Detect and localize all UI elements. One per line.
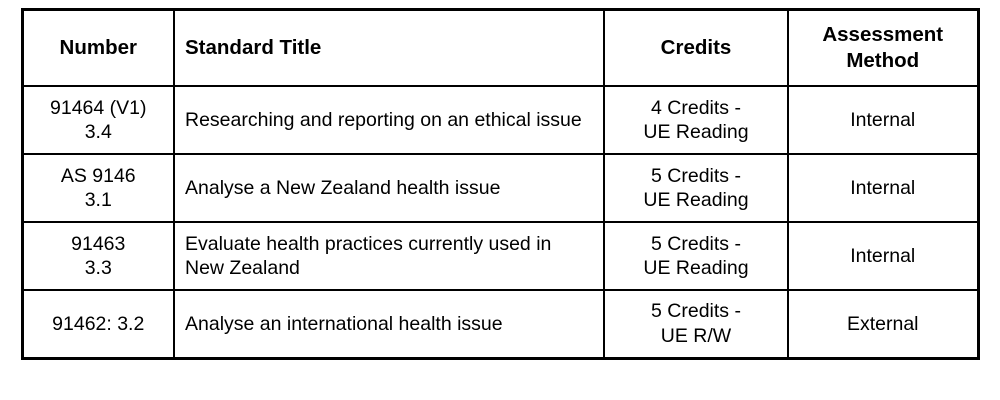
- cell-credits-line1: 5 Credits -: [651, 300, 741, 323]
- cell-number: [22, 154, 174, 222]
- cell-credits: [604, 222, 788, 290]
- cell-credits-line1: 5 Credits -: [651, 232, 741, 255]
- cell-credits-line2: UE R/W: [660, 325, 732, 348]
- table-header: [22, 10, 978, 87]
- cell-number-line1: 91463: [71, 232, 126, 255]
- table-row: [22, 86, 978, 154]
- column-header-assessment-method-line1: Assessment: [822, 23, 944, 46]
- cell-number-line1: 91464 (V1): [50, 96, 147, 119]
- column-header-assessment-method: [788, 10, 978, 87]
- cell-standard-title: Evaluate health practices currently used in New Zealand: [174, 222, 604, 290]
- cell-credits: [604, 86, 788, 154]
- cell-standard-title: Analyse an international health issue: [174, 290, 604, 358]
- cell-number-line2: 3.1: [84, 189, 112, 212]
- cell-standard-title: Researching and reporting on an ethical issue: [174, 86, 604, 154]
- column-header-assessment-method-line2: Method: [846, 49, 920, 73]
- cell-number: [22, 86, 174, 154]
- cell-credits: [604, 290, 788, 358]
- cell-credits-line1: 4 Credits -: [651, 96, 741, 119]
- table-row: [22, 154, 978, 222]
- cell-credits-line2: UE Reading: [643, 257, 749, 280]
- table-row: [22, 222, 978, 290]
- table-body: [22, 86, 978, 358]
- cell-assessment-method: Internal: [788, 154, 978, 222]
- table-row: [22, 290, 978, 358]
- cell-number-line1: 91462: 3.2: [52, 312, 145, 335]
- column-header-standard-title: Standard Title: [174, 10, 604, 87]
- cell-credits-line2: UE Reading: [643, 189, 749, 212]
- cell-assessment-method: Internal: [788, 222, 978, 290]
- cell-number-line2: 3.4: [84, 121, 112, 144]
- cell-number-line2: 3.3: [84, 257, 112, 280]
- cell-assessment-method: External: [788, 290, 978, 358]
- cell-credits-line1: 5 Credits -: [651, 164, 741, 187]
- cell-number: [22, 290, 174, 358]
- cell-standard-title: Analyse a New Zealand health issue: [174, 154, 604, 222]
- cell-assessment-method: Internal: [788, 86, 978, 154]
- column-header-credits: Credits: [604, 10, 788, 87]
- cell-credits: [604, 154, 788, 222]
- cell-credits-line2: UE Reading: [643, 121, 749, 144]
- table-header-row: [22, 10, 978, 87]
- column-header-number: Number: [22, 10, 174, 87]
- standards-table: [21, 8, 980, 360]
- cell-number: [22, 222, 174, 290]
- cell-number-line1: AS 9146: [60, 164, 136, 187]
